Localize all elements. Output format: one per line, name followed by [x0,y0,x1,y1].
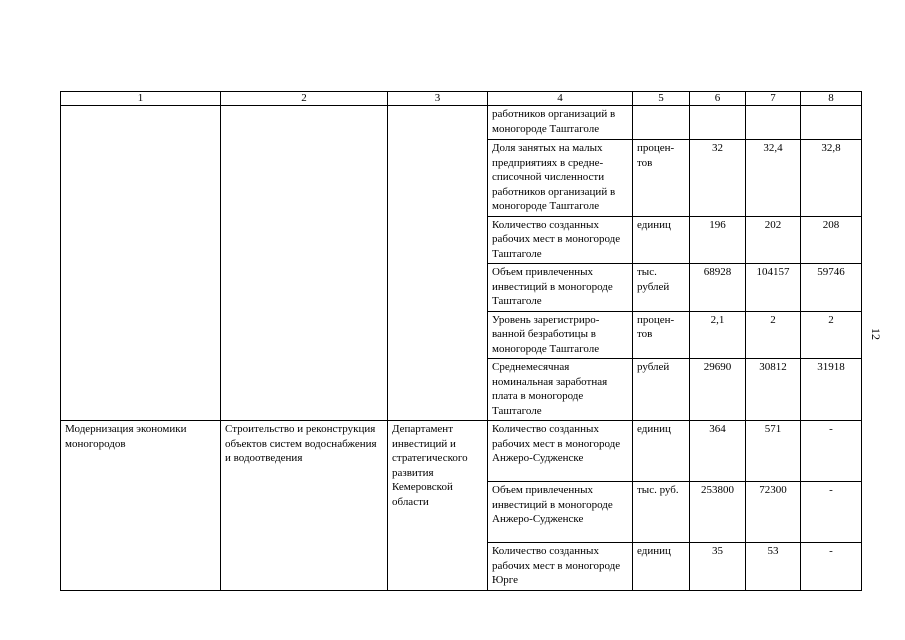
value-cell: - [801,482,862,543]
unit-cell: процен-тов [633,311,690,359]
value-cell: 30812 [746,359,801,421]
value-cell: 53 [746,543,801,591]
value-cell: - [801,421,862,482]
page-number: 12 [869,328,883,340]
value-cell: 59746 [801,264,862,312]
measure-cell [221,106,388,421]
value-cell: 196 [690,216,746,264]
unit-cell: единиц [633,421,690,482]
value-cell: 208 [801,216,862,264]
table-row [61,106,862,140]
value-cell: 202 [746,216,801,264]
value-cell: 72300 [746,482,801,543]
unit-cell: единиц [633,216,690,264]
indicator-cell: Количество созданных рабочих мест в моногороде Анжеро-Судженске [488,421,633,482]
column-header: 3 [388,92,488,106]
value-cell: 2 [746,311,801,359]
value-cell: 32,4 [746,140,801,217]
value-cell: 2,1 [690,311,746,359]
indicators-table [60,91,862,591]
value-cell [746,106,801,140]
value-cell: - [801,543,862,591]
table-row [61,421,862,482]
program-cell: Модернизация экономики моногородов [61,421,221,591]
value-cell: 68928 [690,264,746,312]
value-cell: 104157 [746,264,801,312]
column-header: 8 [801,92,862,106]
column-header: 6 [690,92,746,106]
column-header: 2 [221,92,388,106]
indicator-cell: Объем привлеченных инвестиций в моногороде Анжеро-Судженске [488,482,633,543]
program-cell [61,106,221,421]
executor-cell: Департамент инвестиций и стратегического развития Кемеровской области [388,421,488,591]
unit-cell: тыс. руб. [633,482,690,543]
unit-cell: тыс. рублей [633,264,690,312]
indicator-cell: работников организаций в моногороде Таштаголе [488,106,633,140]
value-cell [801,106,862,140]
measure-cell: Строительство и реконструкция объектов систем водоснабжения и водоотведения [221,421,388,591]
column-header: 7 [746,92,801,106]
executor-cell [388,106,488,421]
value-cell: 253800 [690,482,746,543]
column-header: 5 [633,92,690,106]
indicator-cell: Доля занятых на малых предприятиях в средне-списочной численности работников организаций в моногороде Таштаголе [488,140,633,217]
value-cell: 364 [690,421,746,482]
indicator-cell: Объем привлеченных инвестиций в моногороде Таштаголе [488,264,633,312]
value-cell: 29690 [690,359,746,421]
value-cell: 35 [690,543,746,591]
column-header: 4 [488,92,633,106]
value-cell [690,106,746,140]
indicator-cell: Количество созданных рабочих мест в моногороде Юрге [488,543,633,591]
unit-cell: процен-тов [633,140,690,217]
header-row [61,92,862,106]
value-cell: 31918 [801,359,862,421]
indicator-cell: Количество созданных рабочих мест в моногороде Таштаголе [488,216,633,264]
unit-cell: единиц [633,543,690,591]
indicator-cell: Уровень зарегистриро-ванной безработицы в моногороде Таштаголе [488,311,633,359]
value-cell: 32 [690,140,746,217]
column-header: 1 [61,92,221,106]
indicator-cell: Среднемесячная номинальная заработная плата в моногороде Таштаголе [488,359,633,421]
value-cell: 2 [801,311,862,359]
value-cell: 32,8 [801,140,862,217]
unit-cell: рублей [633,359,690,421]
value-cell: 571 [746,421,801,482]
unit-cell [633,106,690,140]
